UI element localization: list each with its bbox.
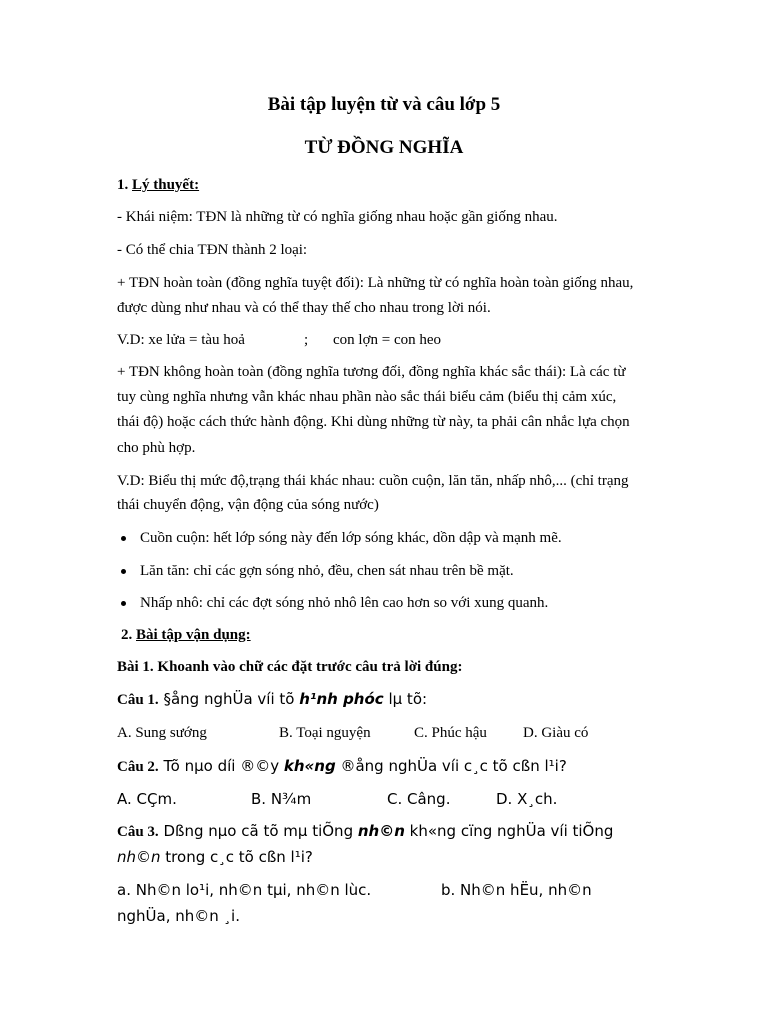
bullet-item: Cuồn cuộn: hết lớp sóng này đến lớp sóng khác, dồn dập và mạnh mẽ. [140, 530, 562, 546]
question-3-continuation [117, 848, 313, 867]
q2-option-b: B. N¾m [251, 790, 312, 808]
q2-option-a: A. CÇm. [117, 790, 177, 808]
question-1 [117, 690, 427, 709]
incomplete-synonym-line-1: + TĐN không hoàn toàn (đồng nghĩa tương đối, đồng nghĩa khác sắc thái): Là các từ [117, 364, 626, 380]
example-2-line-2: thái chuyển động, vận động của sóng nước) [117, 497, 379, 513]
incomplete-synonym-line-4: cho phù hợp. [117, 440, 196, 456]
theory-number: 1. [117, 177, 129, 193]
question-2 [117, 757, 567, 776]
incomplete-synonym-line-2: tuy cùng nghĩa nhưng vẫn khác nhau phần nào sắc thái biểu cảm (biểu thị cảm xúc, [117, 389, 617, 405]
document-title: Bài tập luyện từ và câu lớp 5 [267, 94, 501, 115]
question-2-label: Câu 2. [117, 759, 159, 775]
example-2-line-1: V.D: Biểu thị mức độ,trạng thái khác nhau: cuồn cuộn, lăn tăn, nhấp nhô,... (chỉ trạng [117, 473, 629, 489]
q3-option-b: b. Nh©n hËu, nh©n [441, 881, 592, 899]
theory-heading [117, 177, 199, 194]
q1-option-b: B. Toại nguyện [279, 725, 371, 741]
question-3 [117, 822, 613, 841]
question-3-text-2: trong c¸c tõ cßn l¹i? [160, 848, 313, 866]
question-2-text: Tõ nµo díi ®©y [158, 757, 284, 775]
incomplete-synonym-line-3: thái độ) hoặc cách thức hành động. Khi dùng những từ này, ta phải cân nhắc lựa chọn [117, 414, 630, 430]
practice-title: Bài tập vận dụng: [136, 627, 251, 643]
question-1-emphasis: h¹nh phóc [299, 690, 384, 708]
q1-option-d: D. Giàu có [523, 725, 589, 741]
question-3-text: Dßng nµo cã tõ mµ tiÕng [158, 822, 358, 840]
question-1-label: Câu 1. [117, 692, 159, 708]
q3-option-b-continuation: nghÜa, nh©n ¸i. [117, 907, 240, 925]
question-3-emphasis: nh©n [357, 822, 405, 840]
bullet-dot [121, 601, 126, 606]
complete-synonym-line-2: được dùng như nhau và có thể thay thế cho nhau trong lời nói. [117, 300, 491, 316]
complete-synonym-line-1: + TĐN hoàn toàn (đồng nghĩa tuyệt đối): Là những từ có nghĩa hoàn toàn giống nhau, [117, 275, 634, 291]
definition-line: - Khái niệm: TĐN là những từ có nghĩa giống nhau hoặc gần giống nhau. [117, 209, 558, 225]
bullet-item: Nhấp nhô: chỉ các đợt sóng nhỏ nhô lên cao hơn so với xung quanh. [140, 595, 549, 611]
exercise-1-instruction: Bài 1. Khoanh vào chữ các đặt trước câu trả lời đúng: [117, 659, 463, 675]
q3-option-a: a. Nh©n lo¹i, nh©n tµi, nh©n lùc. [117, 881, 372, 899]
practice-number: 2. [121, 627, 133, 643]
example-1-right: con lợn = con heo [333, 332, 442, 348]
bullet-dot [121, 536, 126, 541]
theory-title: Lý thuyết: [132, 177, 200, 193]
example-1-separator: ; [304, 332, 309, 348]
question-1-text: §ång nghÜa víi tõ [158, 690, 300, 708]
question-3-text-end: kh«ng cïng nghÜa víi tiÕng [404, 822, 614, 840]
question-2-text-end: ®ång nghÜa víi c¸c tõ cßn l¹i? [335, 757, 567, 775]
q1-option-a: A. Sung sướng [117, 725, 207, 741]
bullet-dot [121, 569, 126, 574]
q2-option-d: D. X¸ch. [496, 790, 558, 808]
question-2-emphasis: kh«ng [283, 757, 336, 775]
question-1-text-end: lµ tõ: [383, 690, 428, 708]
question-3-label: Câu 3. [117, 824, 159, 840]
question-3-emphasis-2: nh©n [117, 848, 161, 866]
practice-heading [121, 627, 251, 644]
division-line: - Có thể chia TĐN thành 2 loại: [117, 242, 308, 258]
q1-option-c: C. Phúc hậu [414, 725, 487, 741]
bullet-item: Lăn tăn: chỉ các gợn sóng nhỏ, đều, chen sát nhau trên bề mặt. [140, 563, 514, 579]
document-subtitle: TỪ ĐỒNG NGHĨA [304, 137, 464, 158]
q2-option-c: C. Câng. [387, 790, 451, 808]
example-1-left: V.D: xe lửa = tàu hoả [117, 332, 245, 348]
